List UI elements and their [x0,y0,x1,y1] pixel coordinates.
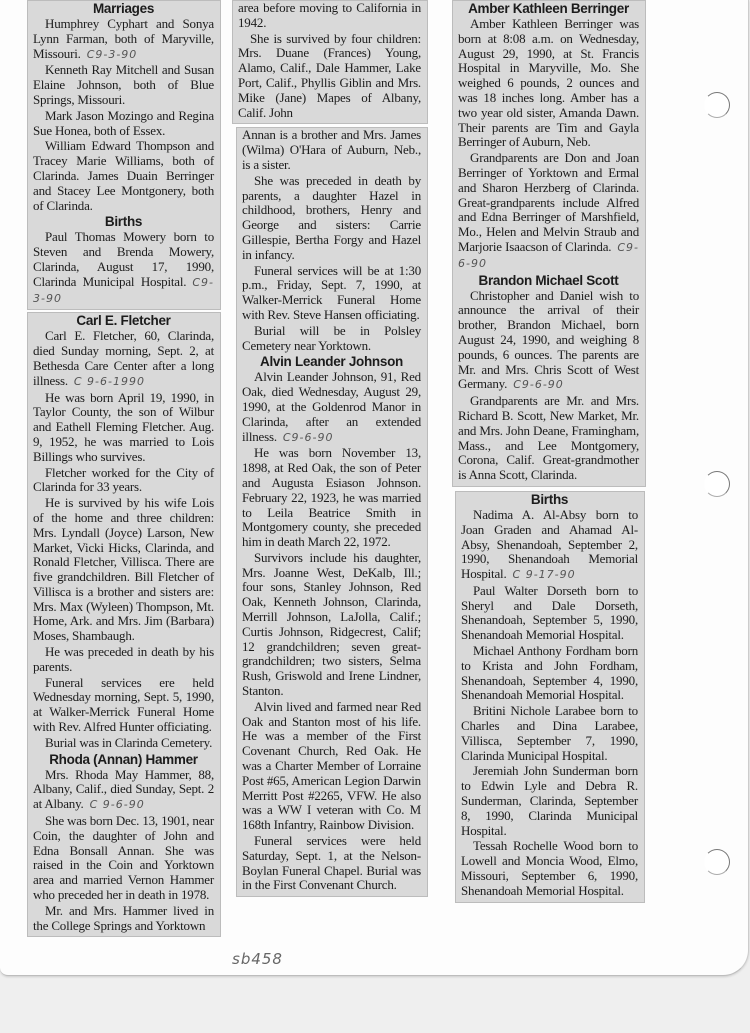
article-paragraph [33,329,214,389]
clipping-berringer-scott [452,0,646,487]
punch-hole-icon [704,92,730,118]
article-paragraph [238,1,421,31]
handwritten-date-note: C 9-17-90 [512,568,576,582]
paragraph-text: William Edward Thompson and Tracey Marie Williams, both of Clarinda. James Duain Berringer and Stacey Lee Montgonery, both of Clarinda. [33,138,214,213]
paragraph-text: She is survived by four children: Mrs. Duane (Frances) Young, Alamo, Calif., Dale Hammer, Lake Port, Calif., Phyllis Giblin and Mrs. Mike (Jane) Mapes of Albany, Calif. John [238,30,421,120]
paragraph-text: area before moving to California in 1942. [238,0,421,30]
article-paragraph [33,814,214,903]
article-paragraph [242,446,421,550]
clipping-births-shenandoah [455,491,645,903]
clipping-hammer-johnson [236,127,428,897]
paragraph-text: Funeral services ere held Wednesday morning, Sept. 5, 1990, at Walker-Merrick Funeral Home with Rev. Alfred Hunter officiating. [33,674,214,735]
article-paragraph [33,109,214,139]
paragraph-text: He was born November 13, 1898, at Red Oak, the son of Peter and Augusta Esiason Johnson. February 22, 1923, he was married to Leila Beatrice Smith in Montgomery county, she preceded him in death March 22, 1972. [242,445,421,550]
paragraph-text: She was born Dec. 13, 1901, near Coin, the daughter of John and Edna Bonsall Annan. She was raised in the Coin and Yorktown area and married Vernon Hammer who preceded her in death in 1978. [33,813,214,903]
paragraph-text: Michael Anthony Fordham born to Krista and John Fordham, Shenandoah, September 4, 1990, Shenandoah Memorial Hospital. [461,643,638,703]
article-paragraph [33,768,214,813]
paragraph-text: He was born April 19, 1990, in Taylor County, the son of Wilbur and Eathell Fleming Fletcher. Aug. 9, 1952, he was married to Lois Billings who survives. [33,389,214,464]
punch-hole-icon [704,849,730,875]
paragraph-text: Mr. and Mrs. Hammer lived in the College Springs and Yorktown [33,902,214,933]
article-paragraph [242,324,421,354]
section-heading: Rhoda (Annan) Hammer [49,751,198,767]
paragraph-text: Mark Jason Mozingo and Regina Sue Honea, both of Essex. [33,107,214,138]
section-heading: Marriages [92,1,155,16]
paragraph-text: Funeral services will be at 1:30 p.m., Friday, Sept. 7, 1990, at Walker-Merrick Funeral Home with Rev. Steve Hansen officiating. [242,262,421,322]
paragraph-text: Jeremiah John Sunderman born to Edwin Lyle and Debra R. Sunderman, Clarinda, September 8, 1990, Clarinda Municipal Hospital. [461,763,638,838]
paragraph-text: Grandparents are Don and Joan Berringer of Yorktown and Ermal and Sharon Herzberg of Clarinda. Great-grandparents include Alfred and Edna Berringer of Marshfield, Mo., Helen and Melvin Straub and Marjorie Isaacson of Clarinda. [458,150,639,254]
paragraph-text: Amber Kathleen Berringer was born at 8:08 a.m. on Wednesday, August 29, 1990, at St. Francis Hospital in Maryville, Mo. She weighed 6 pounds, 2 ounces and was 18 inches long. Amber has a two year old sister, Amanda Dawn. Their parents are Tim and Gayla Berringer of Auburn, Neb. [458,16,639,150]
handwritten-date-note: C 9-6-1990 [73,374,145,388]
article-paragraph [33,466,214,496]
handwritten-date-note: C9-6-90 [513,378,564,392]
section-heading: Alvin Leander Johnson [260,354,403,370]
article-paragraph [242,174,421,263]
article-paragraph [33,63,214,107]
paragraph-text: Burial will be in Polsley Cemetery near Yorktown. [242,322,421,353]
paragraph-text: Mrs. Rhoda May Hammer, 88, Albany, Calif., died Sunday, Sept. 2 at Albany. [33,766,214,812]
paragraph-text: Grandparents are Mr. and Mrs. Richard B. Scott, New Market, Mr. and Mrs. John Deane, Framingham, Mass., and Lee Montgomery, Corona, Calif. Great-grandmother is Anna Scott, Clarinda. [458,393,639,483]
article-paragraph [461,508,638,583]
handwritten-date-note: C9-6-90 [282,430,334,444]
handwritten-date-note: C 9-6-90 [89,798,145,812]
column-left [27,0,221,937]
article-paragraph [458,151,639,271]
article-paragraph [33,230,214,306]
article-paragraph [458,289,639,394]
paragraph-text: Burial was in Clarinda Cemetery. [45,734,213,750]
paragraph-text: Christopher and Daniel wish to announce the arrival of their brother, Brandon Michael, born August 24, 1990, and weighing 8 pounds, 6 ounces. The parents are Mr. and Mrs. Chris Scott of West Germany. [458,287,639,392]
article-paragraph [458,17,639,150]
paragraph-text: Annan is a brother and Mrs. James (Wilma) O'Hara of Auburn, Neb., is a sister. [242,127,421,172]
handwritten-date-note: C9-3-90 [86,47,138,61]
article-paragraph [461,764,638,838]
paragraph-text: Alvin Leander Johnson, 91, Red Oak, died Wednesday, August 29, 1990, at the Goldenrod Manor in Clarinda, after an extended illness. [242,369,421,444]
section-heading: Brandon Michael Scott [478,272,619,288]
article-paragraph [242,834,421,893]
handwritten-date-note: C9-6-90 [458,240,639,270]
article-paragraph [458,394,639,483]
article-paragraph [33,496,214,644]
section-heading: Carl E. Fletcher [76,313,171,329]
clipping-fletcher-hammer [27,312,221,937]
article-paragraph [242,700,421,833]
paragraph-text: Fletcher worked for the City of Clarinda for 33 years. [33,464,214,495]
article-paragraph [461,644,638,703]
article-paragraph [242,128,421,172]
clipping-marriages-births [27,0,221,310]
column-right [452,0,646,903]
paragraph-text: Nadima A. Al-Absy born to Joan Graden and Ahamad Al-Absy, Shenandoah, September 2, 1990, Shenandoah Memorial Hospital. [461,506,638,582]
article-paragraph [33,139,214,213]
paragraph-text: He was preceded in death by his parents. [33,644,214,674]
article-paragraph [242,264,421,323]
paragraph-text: Carl E. Fletcher, 60, Clarinda, died Sunday morning, Sept. 2, at Bethesda Care Center after a long illness. [33,328,214,388]
article-paragraph [33,736,214,751]
article-paragraph [33,676,214,735]
article-paragraph [33,391,214,465]
paragraph-text: Britini Nichole Larabee born to Charles and Dina Larabee, Villisca, September 7, 1990, Clarinda Municipal Hospital. [461,703,638,763]
article-paragraph [461,839,638,898]
section-heading: Births [530,491,569,507]
handwritten-date-note: C9-3-90 [33,275,214,305]
article-paragraph [461,704,638,763]
article-paragraph [461,584,638,643]
column-middle [234,0,428,897]
page-label-handwritten: sb458 [232,950,283,968]
paragraph-text: He is survived by his wife Lois of the home and three children: Mrs. Lyndall (Joyce) Larson, New Market, Vicki Hicks, Clarinda, and Ronald Fletcher, Villisca. There are five grandchildren. Bill Fletcher of Villisca is a brother and sisters are: Mrs. Max (Wyleen) Thompson, Mt. Home, Ark. and Mrs. Jim (Barbara) Moses, Shambaugh. [33,495,214,644]
paragraph-text: Alvin lived and farmed near Red Oak and Stanton most of his life. He was a member of the First Covenant Church, Red Oak. He was a Charter Member of Lorraine Post #65, American Legion Darwin Merritt Post #2265, VFW. He also was a WW I veteran with Co. M 168th Infantry, Rainbow Division. [242,698,421,833]
clipping-hammer-continued [232,0,428,124]
paragraph-text: Funeral services were held Saturday, Sept. 1, at the Nelson-Boylan Funeral Chapel. Burial was in the First Convenant Church. [242,833,421,893]
punch-hole-icon [704,471,730,497]
article-paragraph [33,645,214,675]
paragraph-text: Kenneth Ray Mitchell and Susan Elaine Johnson, both of Blue Springs, Missouri. [33,62,214,107]
paragraph-text: Paul Walter Dorseth born to Sheryl and Dale Dorseth, Shenandoah, September 5, 1990, Shenandoah Memorial Hospital. [461,582,638,643]
article-paragraph [242,551,421,699]
paragraph-text: Tessah Rochelle Wood born to Lowell and Moncia Wood, Elmo, Missouri, September 6, 1990, Shenandoah Memorial Hospital. [461,838,638,898]
article-paragraph [242,370,421,445]
article-paragraph [33,904,214,934]
paragraph-text: Survivors include his daughter, Mrs. Joanne West, DeKalb, Ill.; four sons, Stanley Johnson, Red Oak, Kenneth Johnson, Clarinda, Merrill Johnson, LaJolla, Calif.; Curtis Johnson, Ridgecrest, Calif; 12 grandchildren; seven great-grandchildren; two sisters, Selma Rush, Griswold and Irene Lindner, Stanton. [242,549,421,699]
section-heading: Amber Kathleen Berringer [468,1,629,16]
article-paragraph [238,32,421,121]
section-heading: Births [104,214,143,230]
paragraph-text: Humphrey Cyphart and Sonya Lynn Farman, both of Maryville, Missouri. [33,16,214,61]
paragraph-text: Paul Thomas Mowery born to Steven and Brenda Mowery, Clarinda, August 17, 1990, Clarinda Municipal Hospital. [33,229,214,289]
article-paragraph [33,17,214,62]
paragraph-text: She was preceded in death by parents, a daughter Hazel in childhood, brothers, Henry and George and sisters: Carrie Gillespie, Bertha Forgy and Hazel in infancy. [242,172,421,262]
